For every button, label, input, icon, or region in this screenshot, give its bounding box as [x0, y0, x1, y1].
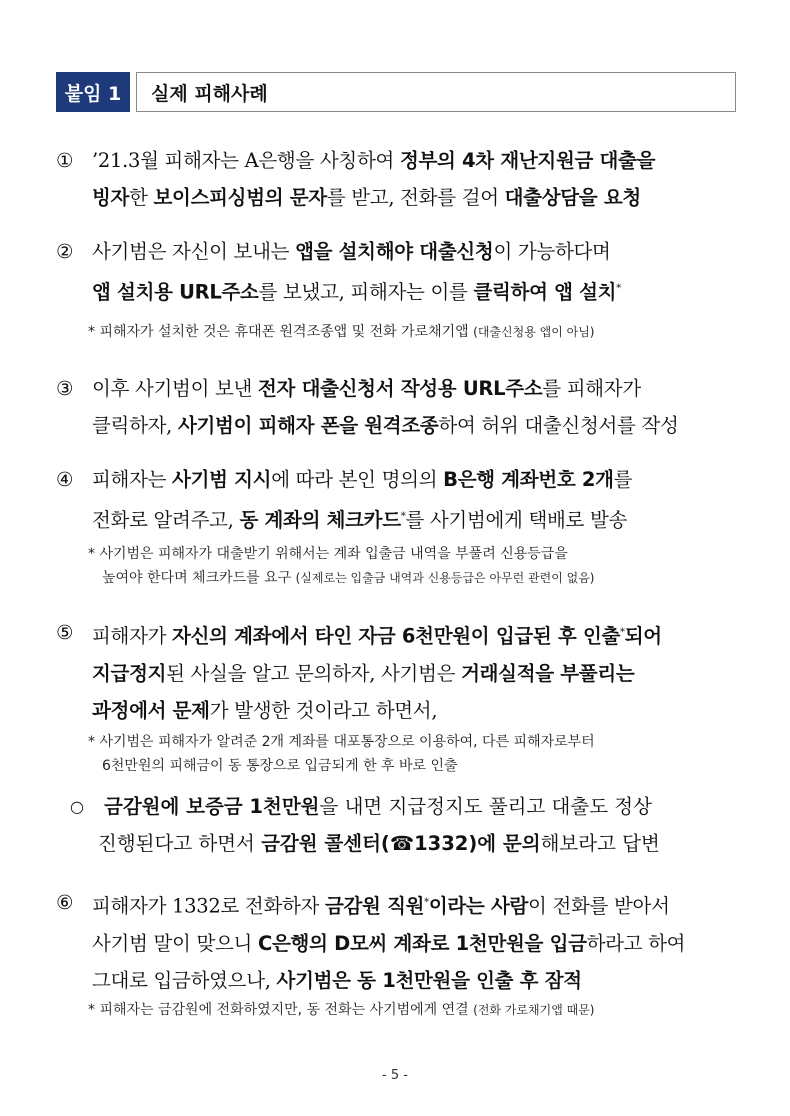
- body-text: 하라고 하여: [586, 931, 686, 955]
- emphasis-text: 거래실적을 부풀리는: [461, 661, 635, 685]
- item-line: [56, 461, 736, 498]
- emphasis-text: 금감원에 보증금 1천만원: [104, 795, 320, 818]
- item-number: ⑥: [56, 891, 74, 914]
- note-line: [88, 566, 748, 590]
- case-item-6: [56, 884, 736, 999]
- bullet-line: [70, 825, 740, 862]
- body-text: 이 가능하다며: [493, 240, 611, 263]
- emphasis-text: 사기범은 동 1천만원을 인출 후 잠적: [276, 968, 582, 992]
- emphasis-text: 클릭하여 앱 설치: [473, 280, 617, 304]
- note-text: 6천만원의 피해금이 동 통장으로 입금되게 한 후 바로 인출: [102, 758, 458, 774]
- body-text: 진행된다고 하면서: [98, 832, 262, 855]
- body-text: 한: [129, 186, 154, 209]
- body-text: 를 보냈고, 피해자는 이를: [258, 280, 474, 304]
- footnote-marker: *: [400, 511, 406, 522]
- item-line: [56, 692, 736, 729]
- emphasis-text: 앱 설치용 URL주소: [92, 280, 259, 304]
- emphasis-text: 과정에서 문제: [92, 698, 210, 722]
- emphasis-text: 사기범이 피해자 폰을 원격조종: [177, 414, 439, 437]
- emphasis-text: 이라는 사람: [428, 894, 529, 918]
- emphasis-text: C은행의 D모씨 계좌로 1천만원을 입금: [258, 931, 587, 955]
- footnote-marker: *: [620, 627, 625, 638]
- item-line: [56, 270, 736, 311]
- body-text: 를 받고, 전화를 걸어: [326, 186, 505, 209]
- note-line: [88, 998, 748, 1022]
- note-line: [88, 542, 748, 566]
- emphasis-text: 금감원 직원: [324, 894, 425, 918]
- body-text: 이후 사기범이 보낸: [92, 377, 258, 400]
- body-text: 사기범 말이 맞으니: [92, 931, 258, 955]
- body-text: 를 사기범에게 택배로 발송: [405, 508, 628, 532]
- emphasis-text: 대출상담을 요청: [504, 186, 641, 209]
- emphasis-text: 금감원 콜센터(☎1332)에 문의: [261, 832, 541, 855]
- emphasis-text: 자신의 계좌에서 타인 자금 6천만원이 입급된 후 인출: [172, 624, 621, 648]
- item-line: [56, 142, 736, 179]
- case-note-1: [88, 320, 748, 344]
- item-line: [56, 370, 736, 407]
- emphasis-text: 보이스피싱범의 문자: [153, 186, 327, 209]
- emphasis-text: 사기범 지시: [172, 468, 272, 491]
- item-line: [56, 962, 736, 999]
- body-text: 을 내면 지급정지도 풀리고 대출도 정상: [319, 795, 652, 818]
- item-line: [56, 498, 736, 539]
- note-line: [88, 730, 748, 754]
- body-text: 전화로 알려주고,: [92, 508, 240, 532]
- body-text: 피해자는: [92, 468, 173, 491]
- case-item-4: [56, 461, 736, 539]
- item-line: [56, 655, 736, 692]
- item-number: ⑤: [56, 621, 74, 644]
- emphasis-text: 되어: [624, 624, 662, 648]
- footnote-marker: *: [424, 897, 429, 908]
- footnote-marker: *: [616, 283, 621, 294]
- emphasis-text: 지급정지: [92, 661, 167, 685]
- item-line: [56, 614, 736, 655]
- body-text: 를 피해자가: [542, 377, 641, 400]
- item-number: ③: [56, 377, 74, 400]
- note-line: [88, 320, 748, 344]
- page-number: - 5 -: [382, 1068, 408, 1083]
- note-text: * 사기범은 피해자가 대출받기 위해서는 계좌 입출금 내역을 부풀려 신용등급을: [88, 546, 568, 562]
- emphasis-text: 전자 대출신청서 작성용 URL주소: [258, 377, 543, 400]
- item-line: [56, 884, 736, 925]
- body-text: 그대로 입금하였으나,: [92, 968, 277, 992]
- emphasis-text: 빙자: [92, 186, 130, 209]
- bullet-line: [70, 788, 740, 825]
- body-text: 사기범은 자신이 보내는: [92, 240, 296, 263]
- note-text: * 사기범은 피해자가 알려준 2개 계좌를 대포통장으로 이용하여, 다른 피해자로부터: [88, 734, 595, 750]
- note-text: * 피해자가 설치한 것은 휴대폰 원격조종앱 및 전화 가로채기앱: [88, 324, 474, 340]
- body-text: ’21.3월 피해자는 A은행을 사칭하여: [92, 149, 400, 172]
- body-text: 피해자가: [92, 624, 173, 648]
- note-parenthetical: (대출신청용 앱이 아님): [473, 325, 595, 339]
- attachment-title: 실제 피해사례: [136, 72, 736, 112]
- case-item-1: [56, 142, 736, 216]
- note-parenthetical: (실제로는 입출금 내역과 신용등급은 아무런 관련이 없음): [295, 571, 595, 585]
- note-line: [88, 754, 748, 778]
- case-note-3: [88, 730, 748, 778]
- note-text: * 피해자는 금감원에 전화하였지만, 동 전화는 사기범에게 연결: [88, 1002, 474, 1018]
- case-item-2: [56, 233, 736, 311]
- body-text: 가 발생한 것이라고 하면서,: [209, 698, 438, 722]
- emphasis-text: 정부의 4차 재난지원금 대출을: [399, 149, 656, 172]
- item-number: ④: [56, 468, 74, 491]
- case-item-5: [56, 614, 736, 729]
- item-line: [56, 179, 736, 216]
- emphasis-text: 앱을 설치해야 대출신청: [295, 240, 494, 263]
- note-parenthetical: (전화 가로채기앱 때문): [473, 1003, 595, 1017]
- item-line: [56, 233, 736, 270]
- body-text: 이 전화를 받아서: [528, 894, 670, 918]
- attachment-header: [56, 72, 736, 112]
- emphasis-text: B은행 계좌번호 2개: [443, 468, 614, 491]
- attachment-label: 붙임 1: [56, 72, 130, 112]
- case-item-3: [56, 370, 736, 444]
- body-text: 된 사실을 알고 문의하자, 사기범은: [166, 661, 462, 685]
- item-line: [56, 925, 736, 962]
- item-number: ①: [56, 149, 74, 172]
- body-text: 에 따라 본인 명의의: [271, 468, 444, 491]
- emphasis-text: 동 계좌의 체크카드: [239, 508, 401, 532]
- note-text: 높여야 한다며 체크카드를 요구: [102, 570, 296, 586]
- body-text: 클릭하자,: [92, 414, 178, 437]
- item-number: ②: [56, 240, 74, 263]
- body-text: 를: [613, 468, 633, 491]
- case-note-4: [88, 998, 748, 1022]
- item-line: [56, 407, 736, 444]
- case-bullet: [70, 788, 740, 862]
- bullet-circle-icon: ○: [70, 797, 84, 816]
- body-text: 피해자가 1332로 전화하자: [92, 894, 325, 918]
- body-text: 해보라고 답변: [540, 832, 660, 855]
- body-text: 하여 허위 대출신청서를 작성: [438, 414, 679, 437]
- case-note-2: [88, 542, 748, 590]
